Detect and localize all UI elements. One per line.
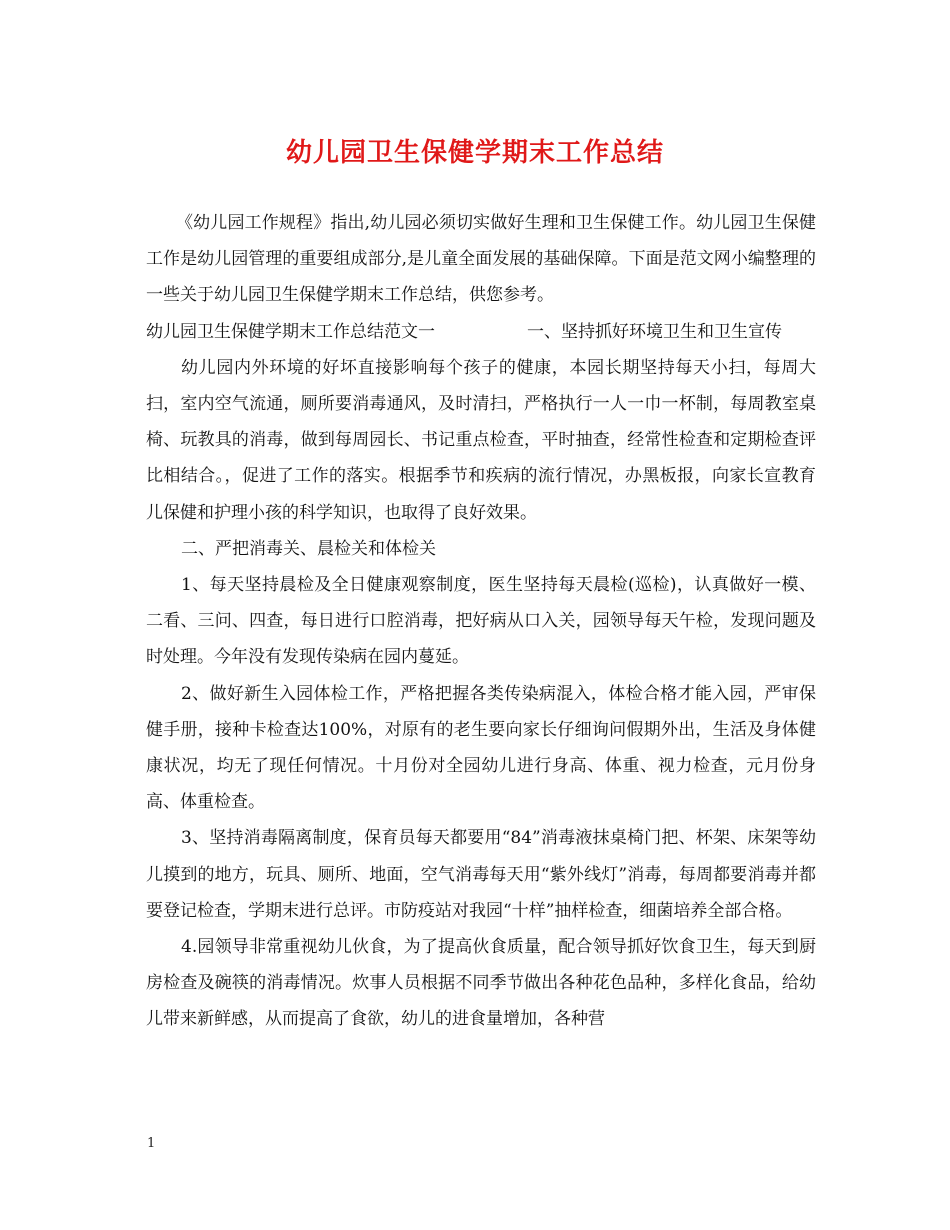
item-3-paragraph: 3、坚持消毒隔离制度，保育员每天都要用“84”消毒液抹桌椅门把、杯架、床架等幼儿摸到的地方，玩具、厕所、地面，空气消毒每天用“紫外线灯”消毒，每周都要消毒并都要登记检查，学期末进行总评。市防疫站对我园“十样”抽样检查，细菌培养全部合格。 [146, 828, 816, 921]
item-4-paragraph: 4.园领导非常重视幼儿伙食，为了提高伙食质量，配合领导抓好饮食卫生，每天到厨房检查及碗筷的消毒情况。炊事人员根据不同季节做出各种花色品种，多样化食品，给幼儿带来新鲜感，从而提高了食欲，幼儿的进食量增加，各种营 [146, 937, 816, 1030]
document-body [146, 205, 816, 1038]
page-number: 1 [147, 1136, 156, 1151]
section-label: 幼儿园卫生保健学期末工作总结范文一 [146, 321, 435, 342]
section-two-heading: 二、严把消毒关、晨检关和体检关 [181, 538, 436, 559]
document-title: 幼儿园卫生保健学期末工作总结 [285, 138, 664, 168]
item-1-paragraph: 1、每天坚持晨检及全日健康观察制度，医生坚持每天晨检(巡检)，认真做好一模、二看、三问、四查，每日进行口腔消毒，把好病从口入关，园领导每天午检，发现问题及时处理。今年没有发现传染病在园内蔓延。 [146, 575, 816, 668]
item-2-paragraph: 2、做好新生入园体检工作，严格把握各类传染病混入，体检合格才能入园，严审保健手册，接种卡检查达100%，对原有的老生要向家长仔细询问假期外出，生活及身体健康状况，均无了现任何情况。十月份对全园幼儿进行身高、体重、视力检查，元月份身高、体重检查。 [146, 683, 816, 813]
environment-paragraph: 幼儿园内外环境的好坏直接影响每个孩子的健康，本园长期坚持每天小扫，每周大扫，室内空气流通，厕所要消毒通风，及时清扫，严格执行一人一巾一杯制，每周教室桌椅、玩教具的消毒，做到每周园长、书记重点检查，平时抽查，经常性检查和定期检查评比相结合。，促进了工作的落实。根据季节和疾病的流行情况，办黑板报，向家长宣教育儿保健和护理小孩的科学知识，也取得了良好效果。 [146, 357, 816, 523]
intro-paragraph: 《幼儿园工作规程》指出,幼儿园必须切实做好生理和卫生保健工作。幼儿园卫生保健工作是幼儿园管理的重要组成部分,是儿童全面发展的基础保障。下面是范文网小编整理的一些关于幼儿园卫生保健学期末工作总结，供您参考。 [146, 213, 816, 306]
section-header-line [146, 314, 782, 350]
section-one-heading: 一、坚持抓好环境卫生和卫生宣传 [527, 321, 782, 342]
